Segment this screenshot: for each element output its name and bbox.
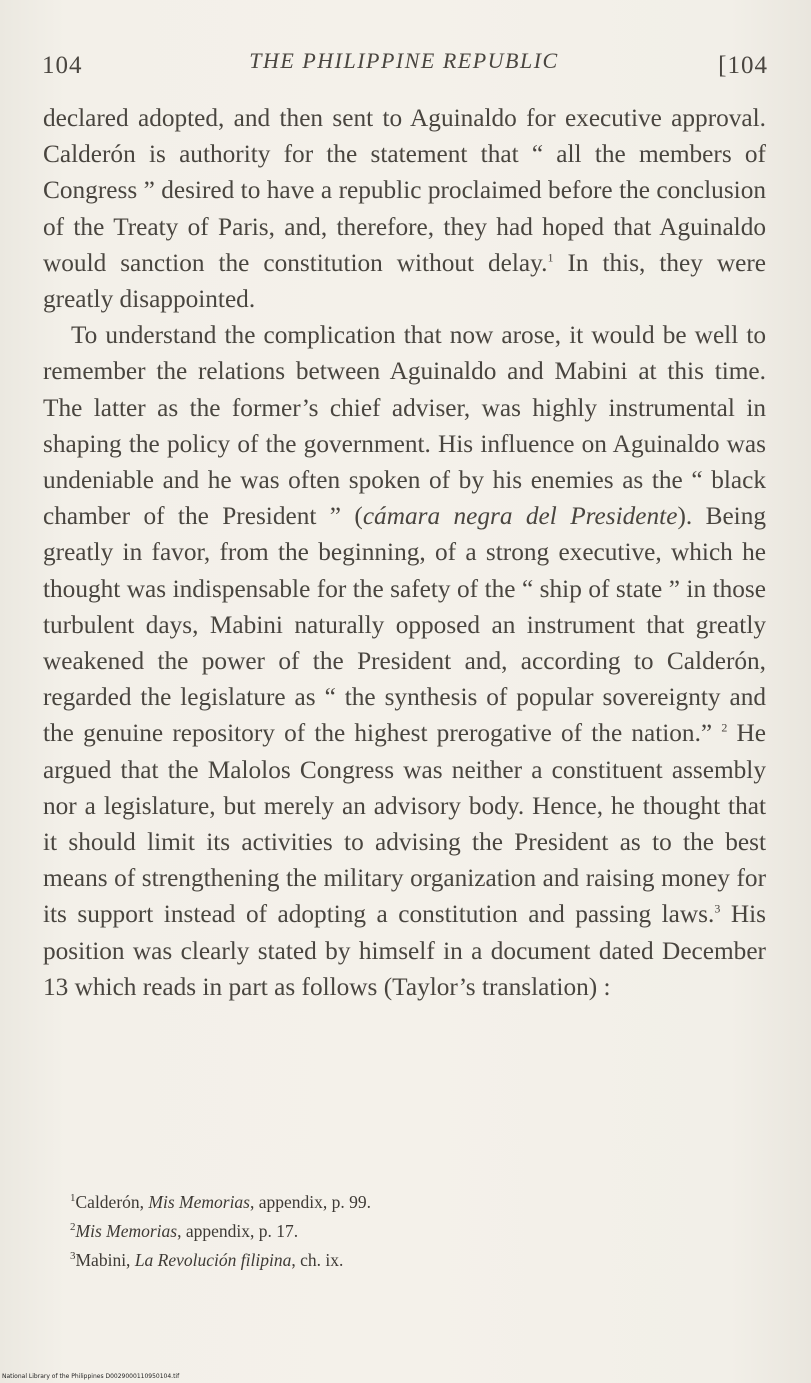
- footnote-number: 1: [70, 1192, 76, 1205]
- footnote-title: Mis Memorias: [148, 1192, 250, 1212]
- footnote-title: Mis Memorias: [75, 1221, 178, 1241]
- footnote-number: 3: [70, 1250, 76, 1263]
- footnote-ref-3: 3: [714, 902, 721, 917]
- footnote-text: Calderón,: [75, 1192, 149, 1212]
- footnote-text: Mabini,: [75, 1250, 135, 1270]
- footnote-1: [70, 1188, 770, 1217]
- footnote-ref-2: 2: [721, 721, 728, 736]
- page-number-left: 104: [42, 52, 83, 79]
- paragraph-1: [43, 100, 766, 317]
- footnote-title: La Revolución filipina: [134, 1250, 292, 1270]
- footnote-number: 2: [70, 1221, 76, 1234]
- footnote-ref-1: 1: [547, 250, 554, 265]
- running-title: THE PHILIPPINE REPUBLIC: [249, 48, 559, 73]
- body-text: [43, 100, 766, 1005]
- text-run: In this, they were greatly disappointed.: [43, 248, 766, 314]
- footnotes: [70, 1188, 770, 1275]
- paragraph-2: [43, 317, 766, 1005]
- footnote-3: [70, 1246, 770, 1275]
- text-run: ). Being greatly in favor, from the beginning, of a strong executive, which he thought was indispensable for the safety of the “ ship of state ” in those turbulent days, Mabini naturally opposed an instrument that greatly weakened the power of the President and, according to Calderón, regarded the legislature as “ the synthesis of popular sovereignty and the genuine repository of the highest prerogative of the nation.”: [43, 502, 767, 748]
- footnote-2: [70, 1217, 770, 1246]
- footnote-text: , appendix, p. 17.: [177, 1221, 299, 1241]
- footnote-text: , ch. ix.: [291, 1250, 344, 1270]
- scan-stamp: National Library of the Philippines D0029000110950104.tif: [2, 1373, 180, 1380]
- text-run: His position was clearly stated by himself in a document dated December 13 which reads in part as follows (Taylor’s translation) :: [43, 900, 767, 1001]
- text-run: He argued that the Malolos Congress was neither a constituent assembly nor a legislature, but merely an advisory body. Hence, he thought that it should limit its activities to advising the President as to the best means of strengthening the military organization and raising money for its support instead of adopting a constitution and passing laws.: [43, 719, 766, 929]
- italic-phrase: cámara negra del Presidente: [362, 502, 678, 531]
- text-run: declared adopted, and then sent to Aguinaldo for executive approval. Calderón is authority for the statement that “ all the members of Congress ” desired to have a republic proclaimed before the conclusion of the Treaty of Paris, and, therefore, they had hoped that Aguinaldo would sanction the constitution without delay.: [43, 104, 766, 277]
- text-run: To understand the complication that now arose, it would be well to remember the relations between Aguinaldo and Mabini at this time. The latter as the former’s chief adviser, was highly instrumental in shaping the policy of the government. His influence on Aguinaldo was undeniable and he was often spoken of by his enemies as the “ black chamber of the President ” (: [43, 321, 766, 531]
- running-header: [40, 44, 768, 84]
- page-number-right: [104: [718, 52, 768, 79]
- footnote-text: , appendix, p. 99.: [250, 1192, 372, 1212]
